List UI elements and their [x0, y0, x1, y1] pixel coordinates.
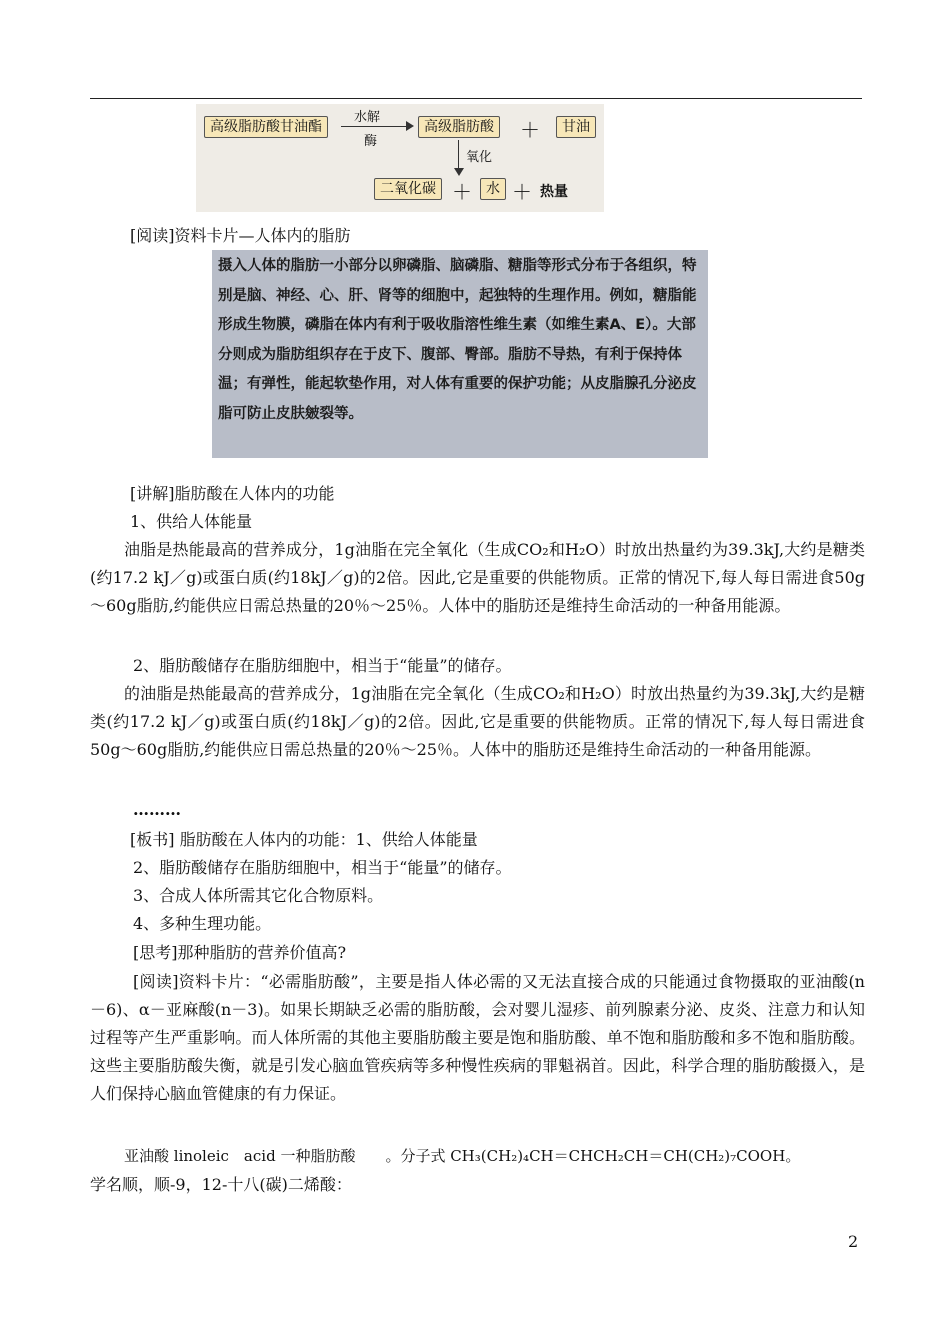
fat-metabolism-flowchart	[196, 104, 604, 212]
box-co2: 二氧化碳	[374, 178, 442, 200]
board-line-4: 4、多种生理功能。	[133, 914, 272, 933]
arrow-head-right	[406, 121, 414, 131]
plus-sign: ＋	[452, 180, 472, 204]
plus-sign: ＋	[520, 118, 540, 142]
paragraph-energy: 油脂是热能最高的营养成分，1g油脂在完全氧化（生成CO₂和H₂O）时放出热量约为39.3kJ,大约是糖类(约17.2 kJ／g)或蛋白质(约18kJ／g)的2倍。因此,它是重要的供能物质。正常的情况下,每人每日需进食50g～60g脂肪,约能供应日需总热量的20％～25％。人体中的脂肪还是维持生命活动的一种备用能源。	[90, 540, 865, 615]
header-rule	[90, 98, 862, 99]
page-number: 2	[848, 1232, 859, 1251]
box-triglyceride: 高级脂肪酸甘油酯	[204, 116, 328, 138]
reading-heading: [阅读]资料卡片—人体内的脂肪	[130, 226, 351, 245]
item-1: 1、供给人体能量	[130, 512, 253, 531]
plus-sign: ＋	[512, 180, 532, 204]
board-line-3: 3、合成人体所需其它化合物原料。	[133, 886, 384, 905]
reading-card-text: 摄入人体的脂肪一小部分以卵磷脂、脑磷脂、糖脂等形式分布于各组织，特别是脑、神经、心、肝、肾等的细胞中，起独特的生理作用。例如，糖脂能形成生物膜，磷脂在体内有利于吸收脂溶性维生素（如维生素A、E）。大部分则成为脂肪组织存在于皮下、腹部、臀部。脂肪不导热，有利于保持体温；有弹性，能起软垫作用，对人体有重要的保护功能；从皮脂腺孔分泌皮脂可防止皮肤皴裂等。	[218, 258, 697, 422]
reading-card-image	[212, 250, 708, 458]
linoleic-formula: 亚油酸 linoleic acid 一种脂肪酸 。分子式 CH₃(CH₂)₄CH＝CHCH₂CH＝CH(CH₂)₇COOH。	[124, 1147, 801, 1165]
box-glycerol: 甘油	[556, 116, 596, 138]
item-2: 2、脂肪酸储存在脂肪细胞中，相当于“能量”的储存。	[133, 656, 512, 675]
paragraph-essential-fatty-acids: [阅读]资料卡片：“必需脂肪酸”，主要是指人体必需的又无法直接合成的只能通过食物摄取的亚油酸(n－6)、α－亚麻酸(n－3)。如果长期缺乏必需的脂肪酸，会对婴儿湿疹、前列腺素分泌、皮炎、注意力和认知过程等产生严重影响。而人体所需的其他主要脂肪酸主要是饱和脂肪酸、单不饱和脂肪酸和多不饱和脂肪酸。这些主要脂肪酸失衡，就是引发心脑血管疾病等多种慢性疾病的罪魁祸首。因此，科学合理的脂肪酸摄入，是人们保持心脑血管健康的有力保证。	[90, 972, 865, 1103]
ellipsis: ………	[133, 800, 181, 819]
box-water: 水	[480, 178, 506, 200]
paragraph-energy-repeat: 的油脂是热能最高的营养成分，1g油脂在完全氧化（生成CO₂和H₂O）时放出热量约为39.3kJ,大约是糖类(约17.2 kJ／g)或蛋白质(约18kJ／g)的2倍。因此,它是重要的供能物质。正常的情况下,每人每日需进食50g～60g脂肪,约能供应日需总热量的20％～25％。人体中的脂肪还是维持生命活动的一种备用能源。	[90, 684, 865, 759]
label-oxidation: 氧化	[466, 150, 493, 165]
arrow-head-down	[454, 168, 464, 176]
explain-heading: [讲解]脂肪酸在人体内的功能	[130, 484, 335, 503]
box-fatty-acid: 高级脂肪酸	[418, 116, 500, 138]
board-line-2: 2、脂肪酸储存在脂肪细胞中，相当于“能量”的储存。	[133, 858, 512, 877]
systematic-name: 学名顺，顺-9，12-十八(碳)二烯酸：	[90, 1175, 352, 1194]
think-question: [思考]那种脂肪的营养价值高?	[133, 943, 347, 962]
board-line-1: [板书] 脂肪酸在人体内的功能：1、供给人体能量	[130, 830, 478, 849]
label-heat: 热量	[540, 184, 568, 200]
arrow-hydrolysis	[341, 126, 411, 127]
arrow-label-enzyme: 酶	[364, 134, 378, 149]
arrow-label-hydrolysis: 水解	[354, 110, 381, 125]
